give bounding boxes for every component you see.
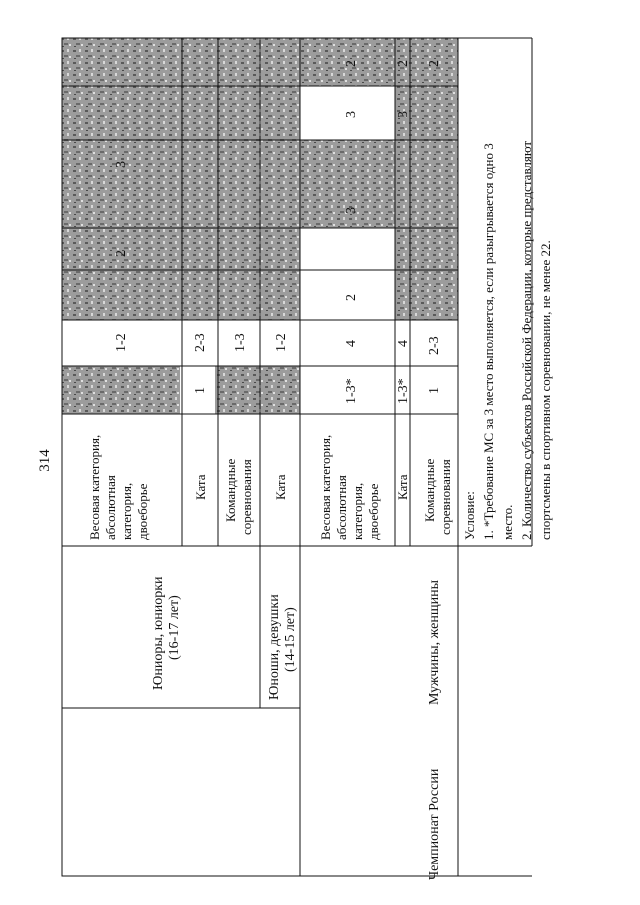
discipline-row6: Ката [395,474,410,500]
value-r6-c8: 2 [396,60,411,67]
discipline-row7-line1: Командные [422,458,437,522]
value-r7-c8: 2 [427,60,442,67]
value-r7-c1: 1 [427,387,442,394]
discipline-row3-line2: соревнования [239,459,254,535]
discipline-row5-line2: абсолютная [334,475,349,540]
discipline-row1-line2: абсолютная [103,475,118,540]
competition-name: Чемпионат России [427,768,442,880]
notes-line1b: место. [500,504,515,540]
value-r5-c1: 1-3* [344,378,359,404]
value-r5-c5: 3 [344,207,359,214]
value-r7-c2: 2-3 [427,336,442,355]
value-r1-c6: 3 [114,161,129,168]
group-juniors-age: (16-17 лет) [167,595,182,660]
value-r6-c1: 1-3* [396,378,411,404]
group-adults: Мужчины, женщины [427,579,442,705]
discipline-row5-line3: категория, [350,482,365,540]
value-r5-c2: 4 [344,340,359,347]
notes-line2b: спортсмены в спортивном соревновании, не менее 22. [538,240,553,540]
value-r4-c2: 1-2 [274,333,289,352]
discipline-labels [87,435,453,540]
discipline-row4: Ката [273,474,288,500]
value-r1-c2: 1-2 [114,333,129,352]
value-r5-c7: 3 [344,111,359,118]
discipline-row5-line1: Весовая категория, [318,434,333,540]
discipline-row5-line4: двоеборье [366,483,381,540]
group-youth: Юноши, девушки [267,594,282,700]
value-r5-c8: 2 [344,60,359,67]
group-juniors: Юниоры, юниорки [151,576,166,690]
discipline-row1-line4: двоеборье [135,483,150,540]
group-youth-age: (14-15 лет) [283,607,298,672]
value-r6-c7: 3 [396,111,411,118]
discipline-row1-line1: Весовая категория, [87,434,102,540]
discipline-row2: Ката [193,474,208,500]
group-labels [151,576,442,705]
discipline-row7-line2: соревнования [438,459,453,535]
page-number: 314 [36,449,53,472]
value-r5-c3: 2 [344,294,359,301]
value-r2-c1: 1 [193,387,208,394]
value-r3-c2: 1-3 [233,333,248,352]
discipline-row3-line1: Командные [223,458,238,522]
notes [462,141,553,540]
value-r1-c4: 2 [114,250,129,257]
notes-line2a: 2. Количество субъектов Российской Федерации, которые представляют [519,140,534,540]
value-r6-c2: 4 [396,340,411,347]
notes-title: Условие: [462,491,477,540]
discipline-row1-line3: категория, [119,482,134,540]
value-r2-c2: 2-3 [193,333,208,352]
notes-line1a: 1. *Требование МС за 3 место выполняется, если разыгрывается одно 3 [481,143,496,540]
